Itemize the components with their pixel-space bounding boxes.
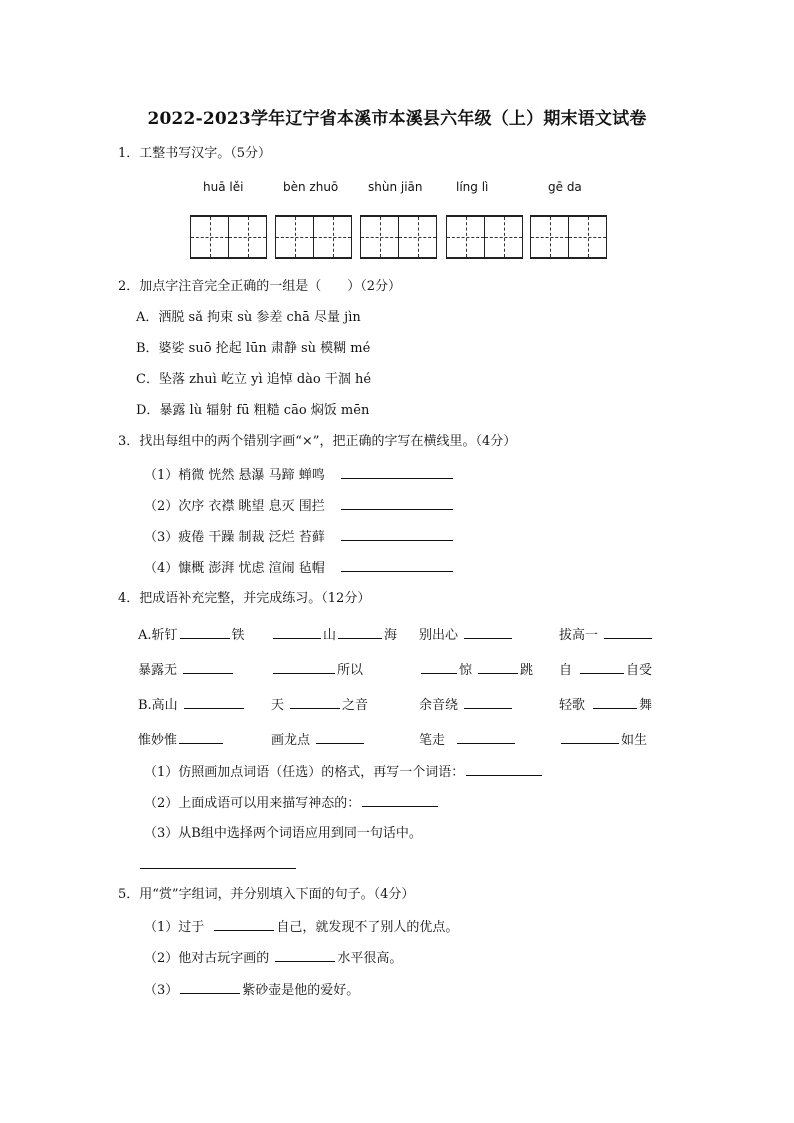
idiom-text: 惊 <box>459 663 473 678</box>
idiom-text: 舞 <box>639 698 653 713</box>
tianzige-cell[interactable] <box>568 216 606 258</box>
tianzige-cell[interactable] <box>361 216 399 258</box>
question-4: 4．把成语补充完整，并完成练习。（12分） <box>118 591 371 606</box>
idiom-text: 笔走 <box>419 733 446 748</box>
answer-blank[interactable] <box>421 661 457 674</box>
tianzige-group-1[interactable] <box>190 215 267 259</box>
idiom-row-3d <box>559 694 652 713</box>
pinyin-1: huā lěi <box>203 180 244 194</box>
option-d: D．暴露 lù 辐射 fū 粗糙 cāo 焖饭 mēn <box>136 403 370 418</box>
answer-blank[interactable] <box>179 731 223 744</box>
question-1: 1．工整书写汉字。（5分） <box>118 146 272 161</box>
q5-item-3 <box>144 981 359 1000</box>
tianzige-group-2[interactable] <box>275 215 352 259</box>
answer-blank[interactable] <box>478 661 518 674</box>
q5-item-suffix: 自己，就发现不了别人的优点。 <box>276 920 459 935</box>
answer-blank[interactable] <box>273 626 321 639</box>
tianzige-cell[interactable] <box>276 216 314 258</box>
idiom-text: 自受 <box>626 663 653 678</box>
tianzige-cell[interactable] <box>313 216 351 258</box>
q3-item-text: （1）梢微 恍然 悬瀑 马蹄 蝉鸣 <box>144 468 325 483</box>
q4-sub-2 <box>144 794 440 813</box>
q5-item-prefix: （3） <box>144 983 179 998</box>
idiom-row-4b <box>271 729 366 748</box>
page-title: 2022-2023学年辽宁省本溪市本溪县六年级（上）期末语文试卷 <box>147 109 647 129</box>
idiom-text: 之音 <box>342 698 369 713</box>
idiom-text: 跳 <box>520 663 534 678</box>
answer-blank[interactable] <box>180 626 230 639</box>
question-2: 2．加点字注音完全正确的一组是（ ）（2分） <box>118 279 402 294</box>
idiom-text: 天 <box>271 698 285 713</box>
q4-sub-3-line <box>138 856 298 875</box>
tianzige-cell[interactable] <box>484 216 522 258</box>
answer-blank[interactable] <box>338 626 382 639</box>
idiom-row-1b <box>271 624 397 643</box>
answer-blank[interactable] <box>273 661 335 674</box>
tianzige-group-4[interactable] <box>446 215 523 259</box>
answer-blank[interactable] <box>180 981 240 994</box>
option-c: C．坠落 zhuì 屹立 yì 追悼 dào 干涸 hé <box>136 372 372 387</box>
answer-blank[interactable] <box>341 559 453 572</box>
pinyin-4: líng lì <box>456 180 489 194</box>
q4-sub-1 <box>144 763 544 782</box>
answer-blank[interactable] <box>593 696 637 709</box>
idiom-text: 暴露无 <box>138 663 178 678</box>
idiom-text: 铁 <box>231 628 245 643</box>
tianzige-cell[interactable] <box>447 216 485 258</box>
pinyin-5: gē da <box>548 180 582 194</box>
q3-item-4 <box>144 559 455 578</box>
q5-item-1 <box>144 918 458 937</box>
answer-blank[interactable] <box>457 731 515 744</box>
answer-blank[interactable] <box>140 856 296 869</box>
pinyin-3: shùn jiān <box>368 180 423 194</box>
answer-blank[interactable] <box>466 763 542 776</box>
idiom-row-4 <box>138 729 225 748</box>
idiom-row-2b <box>271 659 363 678</box>
answer-blank[interactable] <box>362 794 438 807</box>
answer-blank[interactable] <box>580 661 624 674</box>
idiom-text: 山 <box>323 628 337 643</box>
q3-item-text: （2）次序 衣襟 眺望 息灭 围拦 <box>144 499 325 514</box>
answer-blank[interactable] <box>341 497 453 510</box>
idiom-row-1c <box>419 624 514 643</box>
idiom-text: 自 <box>559 663 573 678</box>
idiom-text: 画龙点 <box>271 733 311 748</box>
answer-blank[interactable] <box>275 949 335 962</box>
answer-blank[interactable] <box>183 661 233 674</box>
idiom-row-4d <box>559 729 647 748</box>
tianzige-cell[interactable] <box>398 216 436 258</box>
idiom-text: 如生 <box>621 733 648 748</box>
q5-item-suffix: 紫砂壶是他的爱好。 <box>242 983 360 998</box>
idiom-text: 余音绕 <box>419 698 459 713</box>
tianzige-cell[interactable] <box>191 216 229 258</box>
q3-item-1 <box>144 466 455 485</box>
idiom-text: 所以 <box>337 663 364 678</box>
q3-item-2 <box>144 497 455 516</box>
q5-item-suffix: 水平很高。 <box>337 951 403 966</box>
idiom-row-3c <box>419 694 514 713</box>
tianzige-group-3[interactable] <box>360 215 437 259</box>
q3-item-text: （3）疲倦 干躁 制裁 泛烂 苔藓 <box>144 530 325 545</box>
pinyin-2: bèn zhuō <box>283 180 339 194</box>
tianzige-group-5[interactable] <box>530 215 607 259</box>
idiom-text: 惟妙惟 <box>138 733 178 748</box>
answer-blank[interactable] <box>184 696 244 709</box>
q5-item-prefix: （1）过于 <box>144 920 205 935</box>
idiom-text: A.斩钉 <box>138 628 178 643</box>
answer-blank[interactable] <box>290 696 340 709</box>
tianzige-cell[interactable] <box>531 216 569 258</box>
answer-blank[interactable] <box>604 626 652 639</box>
q4-sub-text: （1）仿照画加点词语（任选）的格式，再写一个词语： <box>144 765 465 780</box>
tianzige-cell[interactable] <box>228 216 266 258</box>
idiom-row-4c <box>419 729 517 748</box>
q4-sub-text: （2）上面成语可以用来描写神态的： <box>144 796 361 811</box>
idiom-row-3 <box>138 694 246 713</box>
q5-item-prefix: （2）他对古玩字画的 <box>144 951 270 966</box>
idiom-row-1 <box>138 624 245 643</box>
option-b: B．婆娑 suō 抡起 lūn 肃静 sù 模糊 mé <box>136 341 371 356</box>
idiom-text: 海 <box>384 628 398 643</box>
option-a: A．洒脱 sǎ 拘束 sù 参差 chā 尽量 jìn <box>136 310 361 325</box>
idiom-row-2d <box>559 659 652 678</box>
question-3: 3．找出每组中的两个错别字画“×”，把正确的字写在横线里。（4分） <box>118 434 517 449</box>
idiom-row-3b <box>271 694 368 713</box>
answer-blank[interactable] <box>561 731 619 744</box>
idiom-text: B.高山 <box>138 698 178 713</box>
q3-item-text: （4）慷概 澎湃 忧虑 渲闹 毡帽 <box>144 561 325 576</box>
q4-sub-3: （3）从B组中选择两个词语应用到同一句话中。 <box>144 826 422 841</box>
idiom-text: 轻歌 <box>559 698 586 713</box>
answer-blank[interactable] <box>464 626 512 639</box>
question-5: 5．用“赏”字组词，并分别填入下面的句子。（4分） <box>118 887 415 902</box>
answer-blank[interactable] <box>341 528 453 541</box>
idiom-row-1d <box>559 624 654 643</box>
q3-item-3 <box>144 528 455 547</box>
q5-item-2 <box>144 949 402 968</box>
answer-blank[interactable] <box>214 918 274 931</box>
idiom-row-2 <box>138 659 235 678</box>
idiom-text: 拔高一 <box>559 628 599 643</box>
answer-blank[interactable] <box>341 466 453 479</box>
answer-blank[interactable] <box>316 731 364 744</box>
idiom-text: 别出心 <box>419 628 459 643</box>
answer-blank[interactable] <box>464 696 512 709</box>
idiom-row-2c <box>419 659 533 678</box>
